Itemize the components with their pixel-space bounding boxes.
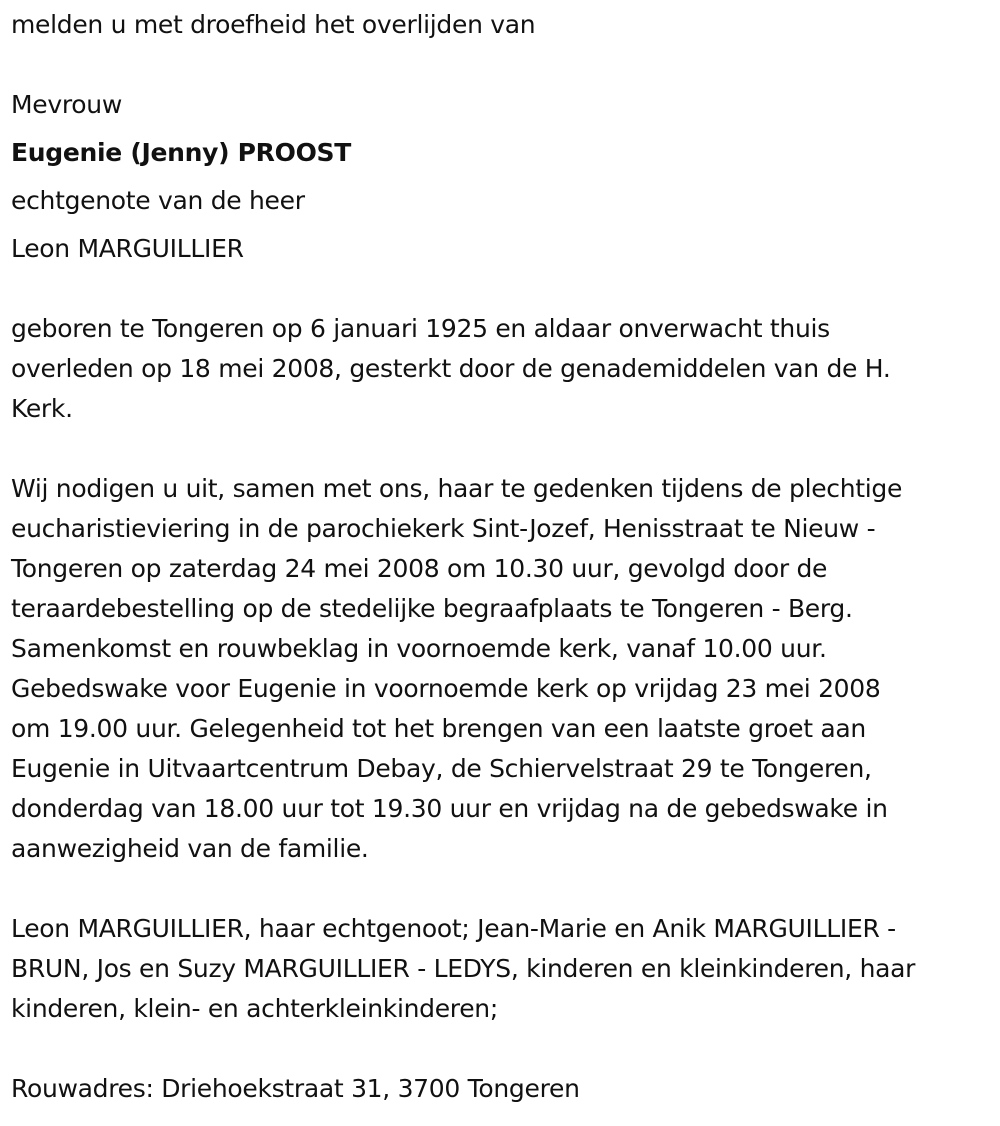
- paragraph-line: Samenkomst en rouwbeklag in voornoemde kerk, vanaf 10.00 uur.: [11, 634, 827, 663]
- paragraph-line: Kerk.: [11, 394, 73, 423]
- paragraph-line: eucharistieviering in de parochiekerk Sint-Jozef, Henisstraat te Nieuw -: [11, 514, 876, 543]
- family-paragraph: [11, 909, 986, 1029]
- paragraph-line: Gebedswake voor Eugenie in voornoemde kerk op vrijdag 23 mei 2008: [11, 674, 881, 703]
- paragraph-line: Tongeren op zaterdag 24 mei 2008 om 10.30 uur, gevolgd door de: [11, 554, 828, 583]
- birth-death-paragraph: [11, 309, 986, 429]
- paragraph-line: BRUN, Jos en Suzy MARGUILLIER - LEDYS, kinderen en kleinkinderen, haar: [11, 954, 916, 983]
- paragraph-line: teraardebestelling op de stedelijke begraafplaats te Tongeren - Berg.: [11, 594, 853, 623]
- paragraph-line: Leon MARGUILLIER, haar echtgenoot; Jean-Marie en Anik MARGUILLIER -: [11, 914, 896, 943]
- relation-text: echtgenote van de heer: [11, 186, 305, 215]
- honorific-title: Mevrouw: [11, 90, 122, 119]
- intro-text: melden u met droefheid het overlijden van: [11, 10, 536, 39]
- paragraph-line: donderdag van 18.00 uur tot 19.30 uur en vrijdag na de gebedswake in: [11, 794, 888, 823]
- spouse-name: Leon MARGUILLIER: [11, 234, 244, 263]
- paragraph-line: kinderen, klein- en achterkleinkinderen;: [11, 994, 498, 1023]
- paragraph-line: geboren te Tongeren op 6 januari 1925 en aldaar onverwacht thuis: [11, 314, 830, 343]
- paragraph-line: aanwezigheid van de familie.: [11, 834, 369, 863]
- paragraph-line: overleden op 18 mei 2008, gesterkt door de genademiddelen van de H.: [11, 354, 891, 383]
- paragraph-line: Wij nodigen u uit, samen met ons, haar te gedenken tijdens de plechtige: [11, 474, 903, 503]
- paragraph-line: om 19.00 uur. Gelegenheid tot het brengen van een laatste groet aan: [11, 714, 866, 743]
- invitation-paragraph: [11, 469, 986, 869]
- deceased-name: Eugenie (Jenny) PROOST: [11, 138, 351, 167]
- paragraph-line: Eugenie in Uitvaartcentrum Debay, de Schiervelstraat 29 te Tongeren,: [11, 754, 872, 783]
- mourning-address: Rouwadres: Driehoekstraat 31, 3700 Tongeren: [11, 1074, 580, 1103]
